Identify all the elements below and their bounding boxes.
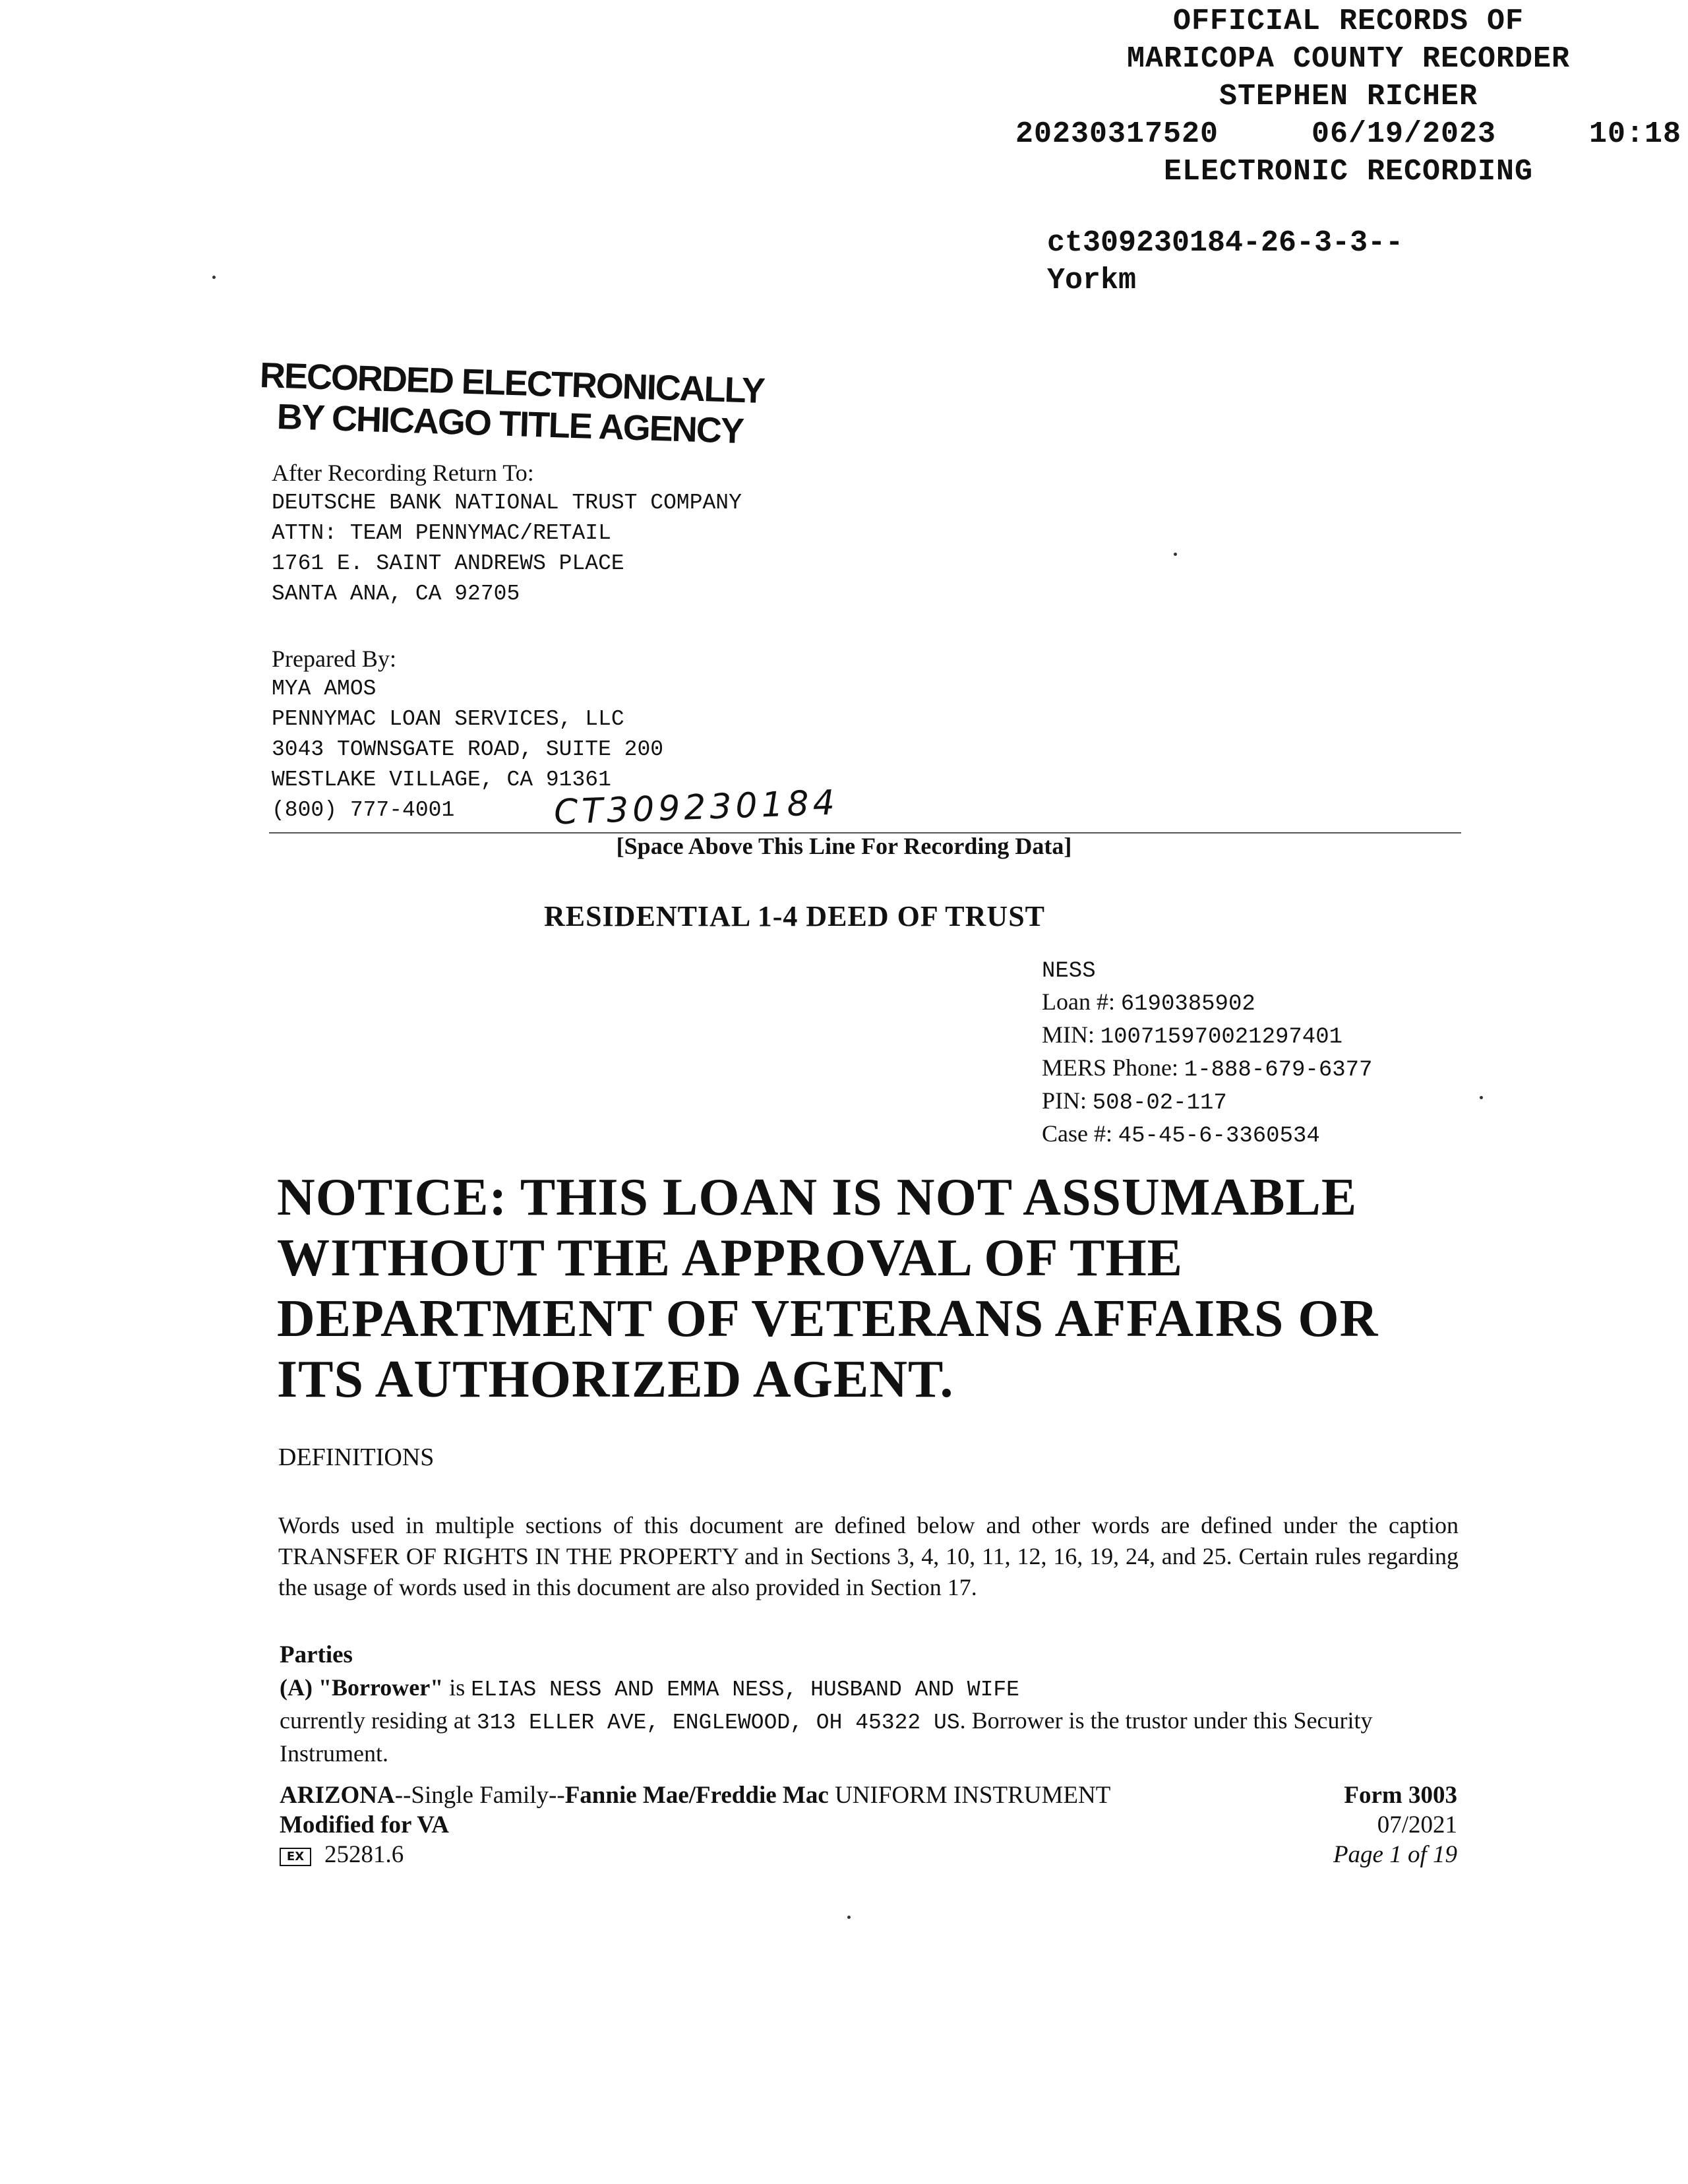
footer-fannie: Fannie Mae/Freddie Mac: [564, 1782, 829, 1809]
doc-ref-line-1: ct309230184-26-3-3--: [1047, 226, 1404, 260]
space-above-caption: [Space Above This Line For Recording Data]: [616, 833, 1072, 859]
assumability-notice: [277, 1167, 1530, 1410]
return-to-label: After Recording Return To:: [272, 460, 534, 486]
scan-speck: [847, 1916, 851, 1919]
pin-number: 508-02-117: [1092, 1091, 1227, 1116]
recording-date: 06/19/2023: [1311, 117, 1497, 151]
return-to-block: [272, 458, 742, 609]
page-number: Page 1 of 19: [1333, 1841, 1457, 1868]
recorder-number-row: [1015, 115, 1681, 153]
borrower-names: ELIAS NESS AND EMMA NESS, HUSBAND AND WIFE: [471, 1678, 1019, 1702]
notice-line: DEPARTMENT OF VETERANS AFFAIRS OR: [277, 1290, 1379, 1348]
pin-label: PIN:: [1042, 1087, 1087, 1114]
case-row: [1042, 1118, 1372, 1151]
scan-speck: [212, 276, 216, 279]
return-to-line: SANTA ANA, CA 92705: [272, 582, 520, 606]
residing-prefix: currently residing at: [280, 1707, 471, 1734]
min-label: MIN:: [1042, 1021, 1095, 1048]
handwritten-file-number: CT309230184: [553, 783, 839, 833]
form-code: 25281.6: [324, 1841, 404, 1868]
loan-number-label: Loan #:: [1042, 988, 1115, 1015]
mers-phone-label: MERS Phone:: [1042, 1054, 1179, 1081]
form-footer-right: [1187, 1780, 1457, 1869]
borrower-is: is: [449, 1674, 466, 1701]
instrument-line: [280, 1780, 1110, 1810]
pin-row: [1042, 1085, 1372, 1118]
stamp-line-2: BY CHICAGO TITLE AGENCY: [276, 396, 744, 452]
case-number: 45-45-6-3360534: [1118, 1124, 1320, 1149]
footer-family: --Single Family--: [394, 1782, 565, 1809]
notice-line: WITHOUT THE APPROVAL OF THE: [277, 1229, 1184, 1287]
recorder-line-1: OFFICIAL RECORDS OF: [1172, 5, 1524, 38]
footer-modified: Modified for VA: [280, 1811, 449, 1838]
prepared-by-phone: (800) 777-4001: [272, 798, 455, 822]
document-title: RESIDENTIAL 1-4 DEED OF TRUST: [543, 900, 1046, 932]
mers-phone-row: [1042, 1052, 1372, 1085]
borrower-definition: [280, 1672, 1460, 1769]
form-footer-left: [280, 1780, 1110, 1869]
recorded-electronically-stamp: [258, 355, 765, 452]
prepared-by-label: Prepared By:: [272, 646, 396, 672]
recorder-name: STEPHEN RICHER: [1219, 80, 1478, 113]
case-label: Case #:: [1042, 1120, 1112, 1147]
borrower-label: (A) "Borrower": [280, 1674, 444, 1701]
borrower-surname: NESS: [1042, 959, 1096, 984]
form-date: 07/2021: [1377, 1811, 1457, 1838]
recorder-line-5: ELECTRONIC RECORDING: [1163, 155, 1534, 189]
notice-line: ITS AUTHORIZED AGENT.: [277, 1350, 954, 1409]
footer-state: ARIZONA: [280, 1782, 395, 1809]
parties-heading: Parties: [280, 1641, 353, 1668]
document-number: 20230317520: [1015, 117, 1219, 151]
return-to-line: ATTN: TEAM PENNYMAC/RETAIL: [272, 521, 611, 545]
return-to-line: 1761 E. SAINT ANDREWS PLACE: [272, 551, 624, 576]
doc-ref-line-2: Yorkm: [1047, 264, 1137, 297]
scan-speck: [1174, 553, 1177, 556]
definitions-heading: DEFINITIONS: [278, 1443, 435, 1471]
form-number: Form 3003: [1344, 1782, 1457, 1809]
loan-number-row: [1042, 986, 1372, 1019]
return-to-line: DEUTSCHE BANK NATIONAL TRUST COMPANY: [272, 491, 742, 515]
loan-number: 6190385902: [1120, 992, 1255, 1017]
scan-speck: [1480, 1096, 1483, 1099]
prepared-by-line: MYA AMOS: [272, 677, 377, 701]
footer-uniform: UNIFORM INSTRUMENT: [835, 1782, 1111, 1809]
residing-suffix: . Borrower is the trustor under this Security Instrument.: [280, 1707, 1373, 1767]
prepared-by-line: PENNYMAC LOAN SERVICES, LLC: [272, 707, 624, 731]
prepared-by-line: 3043 TOWNSGATE ROAD, SUITE 200: [272, 737, 664, 762]
form-code-row: [280, 1840, 1110, 1869]
min-number: 100715970021297401: [1100, 1025, 1343, 1050]
ellie-mae-icon: EX: [280, 1848, 311, 1866]
min-row: [1042, 1019, 1372, 1052]
recording-time: 10:18: [1588, 117, 1681, 151]
notice-line: NOTICE: THIS LOAN IS NOT ASSUMABLE: [277, 1168, 1358, 1227]
borrower-address: 313 ELLER AVE, ENGLEWOOD, OH 45322 US: [476, 1711, 960, 1735]
stamp-line-1: RECORDED ELECTRONICALLY: [259, 355, 765, 411]
recorder-block: [1015, 3, 1681, 191]
mers-phone: 1-888-679-6377: [1184, 1058, 1373, 1083]
loan-info-block: [1042, 956, 1372, 1151]
prepared-by-line: WESTLAKE VILLAGE, CA 91361: [272, 768, 611, 792]
recorder-line-2: MARICOPA COUNTY RECORDER: [1126, 42, 1571, 76]
document-reference: [1047, 224, 1403, 299]
definitions-body: Words used in multiple sections of this document are defined below and other words are defined under the caption TRANSFER OF RIGHTS IN THE PROPERTY and in Sections 3, 4, 10, 11, 12, 16, 19, 24, and 25. Certain rules regarding the usage of words used in this document are also provided in Section 17.: [278, 1512, 1459, 1600]
